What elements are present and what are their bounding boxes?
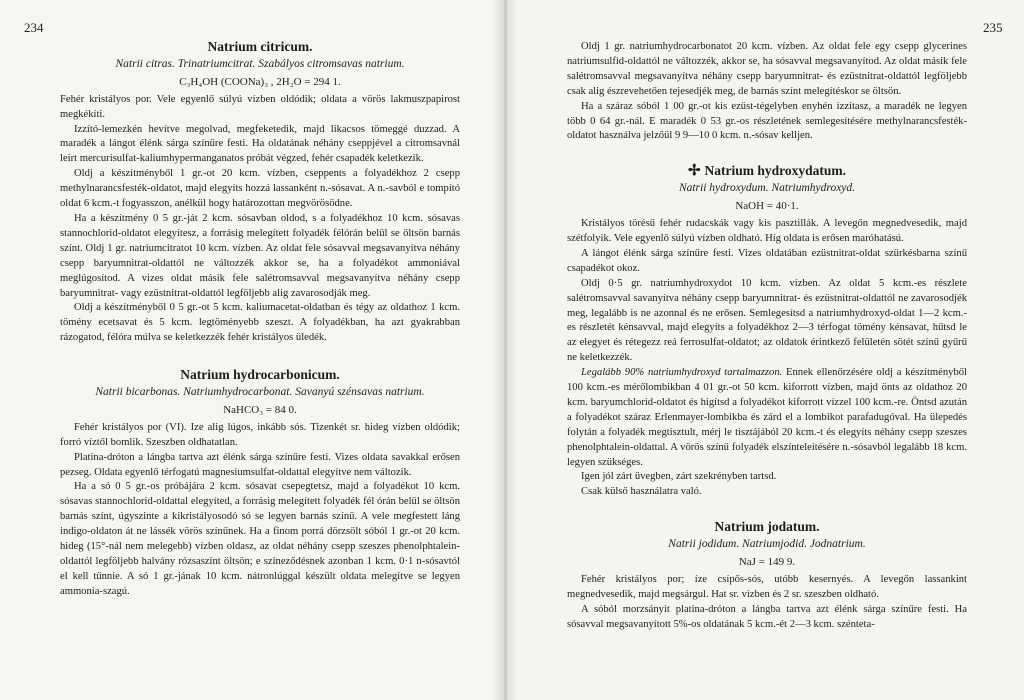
paragraph: Ha a só 0 5 gr.-os próbájára 2 kcm. sósavat csepegtetsz, majd a folyadékot 10 kcm. sósavas stannochlorid-oldattal elegyíted, a forrásig melegített folyadék fél órán belül se öltsön barnás színt, úgyszinte a kikristályosodó só se legyen barnás színű. A vele megfestett láng indigo-oldaton át ne lássék vörös színűnek. Ha a finom porrá dörzsölt sóból 1 gr.-ot 20 kcm. hideg (15°-nál nem melegebb) vízben oldasz, az oldat néhány csepp szeszes phenolphtalein-oldattól legföljebb halvány rózsaszínt öltsön; e színeződésnek azonban 1 kcm. 0·1 n-sósavtól el kell tűnnie. A só 1 gr.-jának 10 kcm. nátronlúggal készült oldata melegítve se legyen ammonia-szagú. [60,481,460,597]
left-page [0,0,505,700]
paragraph: Kristályos törésű fehér rudacskák vagy kis pasztillák. A levegőn megnedvesedik, majd szétfolyik. Vele egyenlő súlyú vízben oldható. Híg oldata is erősen maróhatású. [567,218,967,244]
paragraph [567,366,967,470]
paragraph: Oldj 1 gr. natriumhydrocarbonatot 20 kcm. vízben. Az oldat fele egy csepp glycerines natriumsulfid-oldattól ne változzék, akkor se, ha sósavval megsavanyítod. Az oldat másik fele salétromsavval megsavanyítva néhány csepp baryumnitrat- és ezüstnitrat-oldattól legföljebb csak alig észrevehetően tejesedjék meg, de barnás színt melegítéskor se öltsön. [567,41,967,97]
paragraph: Ha a készítmény 0 5 gr.-ját 2 kcm. sósavban oldod, s a folyadékhoz 10 kcm. sósavas stannochlorid-oldatot elegyítesz, a forrásig melegített folyadék félórán belül se öltsön barnás színt. Oldj 1 gr. natriumcitratot 10 kcm. vízben. Az oldat fele sósavval megsavanyítva néhány csepp baryumnitrat-oldattól ne változzék akkor se, ha a folyadékot ammoniával meglúgosítod. A vizes oldat másik fele salétromsavval megsavanyítva néhány csepp baryumnitrat- vagy ezüstnitrat-oldattól legföljebb alig zavarosodják meg. [60,212,460,299]
paragraph: Platina-dróton a lángba tartva azt élénk sárga színűre festi. Vizes oldata savakkal erősen pezseg. Oldata egyenlő térfogatú magnesiumsulfat-oldattal elegyítve nem változik. [60,451,460,478]
assay-requirement: Legalább 90% natriumhydroxyd tartalmazzon. [581,367,783,379]
paragraph: A lángot élénk sárga színűre festi. Vizes oldatában ezüstnitrat-oldat szürkésbarna színű csapadékot okoz. [567,247,967,274]
right-text-column [567,40,967,633]
paragraph: Oldj a készítményből 0 5 gr.-ot 5 kcm. kaliumacetat-oldatban és tégy az oldathoz 1 kcm. tömény ecetsavat és 5 kcm. legtöményebb szeszt. A folyadékban, ha azt gyakrabban rázogatod, félóra múlva se keletkezzék fehér kristályos üledék. [60,302,460,344]
paragraph: Fehér kristályos por. Vele egyenlő súlyú vízben oldódik; oldata a vörös lakmuszpapirost megkékíti. [60,93,460,120]
section-title: Natrium hydrocarbonicum. [180,367,340,383]
paragraph: Oldj a készítményből 1 gr.-ot 20 kcm. vízben, cseppents a folyadékhoz 2 csepp methylnarancsfesték-oldatot, majd elegyíts hozzá lassanként n.-sósavat. A n.-savból e tompító oldat 6 kcm.-t fogyasszon, anélkül hogy határozottan megvörösödne. [60,168,460,210]
section-synonyms: Natrii jodidum. Natriumjodid. Jodnatrium. [668,538,866,551]
section-synonyms: Natrii citras. Trinatriumcitrat. Szabályos citromsavas natrium. [115,57,405,70]
section-title: Natrium citricum. [207,39,313,54]
paragraph: Fehér kristályos por; íze csípős-sós, utóbb kesernyés. A levegőn lassankint megnedvesedik, majd megsárgul. Hat sr. vízben és 2 sr. szeszben oldható. [567,574,967,600]
usage-note: Csak külső használatra való. [581,486,702,498]
storage-note: Igen jól zárt üvegben, zárt szekrényben tartsd. [581,471,777,483]
paragraph: Izzító-lemezkén hevítve megolvad, megfeketedik, majd likacsos tömeggé duzzad. A maradék a lángot élénk sárga színűre festi. Ha oldatának néhány cseppjével a citromsavnál leírt mercurisulfat-kaliumhypermanganatos próbát végzed, fehér csapadék keletkezik. [60,123,460,165]
left-text-column [60,38,460,600]
paragraph: A sóból morzsányit platina-dróton a lángba tartva azt élénk sárga színűre festi. Ha sósavval megsavanyított 5%-os oldatának 5 kcm.-ét 2—3 kcm. szénteta- [567,603,967,630]
section-title [567,164,967,179]
chemical-formula: NaOH = 40·1. [735,200,799,213]
chemical-formula: C₃H₄OH (COONa)₃ , 2H₂O = 294 1. [179,75,341,88]
paragraph: Oldj 0·5 gr. natriumhydroxydot 10 kcm. vízben. Az oldat 5 kcm.-es részlete salétromsavval savanyítva néhány csepp baryumnitrat- és ezüstnitrat-oldattól ne zavarosodjék meg, legalább is ne azonnal és ne erősen. Semlegesítsd a natriumhydroxyd-oldat 1—2 kcm.-es részletét kénsavval, majd elegyíts a folyadékhoz 2—3 térfogat tömény kénsavat, hűtsd le az elegyet és rétegezz reá ferrosulfat-oldatot; az oldatok érintkező felületén sötét színű gyűrű ne keletkezzék. [567,277,967,364]
assay-text: Ennek ellenőrzésére oldj a készítményből 100 kcm.-es mérőlombikban 4 01 gr.-ot 50 kcm. kiforrott vízben, majd önts az oldathoz 20 kcm. baryumchlorid-oldatot és higítsd a folyadékot kiforrott vízzel 100 kcm.-re. Öntsd azután a folyadékot száraz Erlenmayer-lombikba és zárd el a lombikot parafadugóval. Ha ülepedés folytán a folyadék megtisztult, mérj le tisztájából 20 kcm.-t és elegyíts néhány csepp szeszes phenolphtalein-oldattal. A vörös színű folyadék elszínteleítésére n.-sósavból legalább 18 kcm. legyen szükséges. [567,367,967,468]
book-gutter [492,0,518,700]
section-title: Natrium jodatum. [714,519,820,535]
chemical-formula: NaJ = 149 9. [738,556,796,569]
section-synonyms: Natrii hydroxydum. Natriumhydroxyd. [678,182,856,195]
page-number: 234 [24,20,44,35]
cross-icon: ✢ [687,163,701,180]
chemical-formula: NaHCO₃ = 84 0. [223,403,297,416]
paragraph: Fehér kristályos por (VI). Ize alig lúgos, inkább sós. Tizenkét sr. hideg vízben oldódik; forró víztől bomlik. Szeszben oldhatatlan. [60,421,460,448]
page-number: 235 [983,20,1003,35]
section-title-text: Natrium hydroxydatum. [704,163,847,179]
paragraph: Ha a száraz sóból 1 00 gr.-ot kis ezüst-tégelyben enyhén izzítasz, a maradék ne legyen több 0 64 gr.-nál. E maradék 0 53 gr.-os részletének semlegesítésére methylnarancsfesték-oldatot használva jelzőül 9 9—10 0 kcm. n.-sósav kelljen. [567,100,967,142]
section-synonyms: Natrii bicarbonas. Natriumhydrocarbonat. Savanyú szénsavas natrium. [95,386,425,399]
right-page [505,0,1024,700]
